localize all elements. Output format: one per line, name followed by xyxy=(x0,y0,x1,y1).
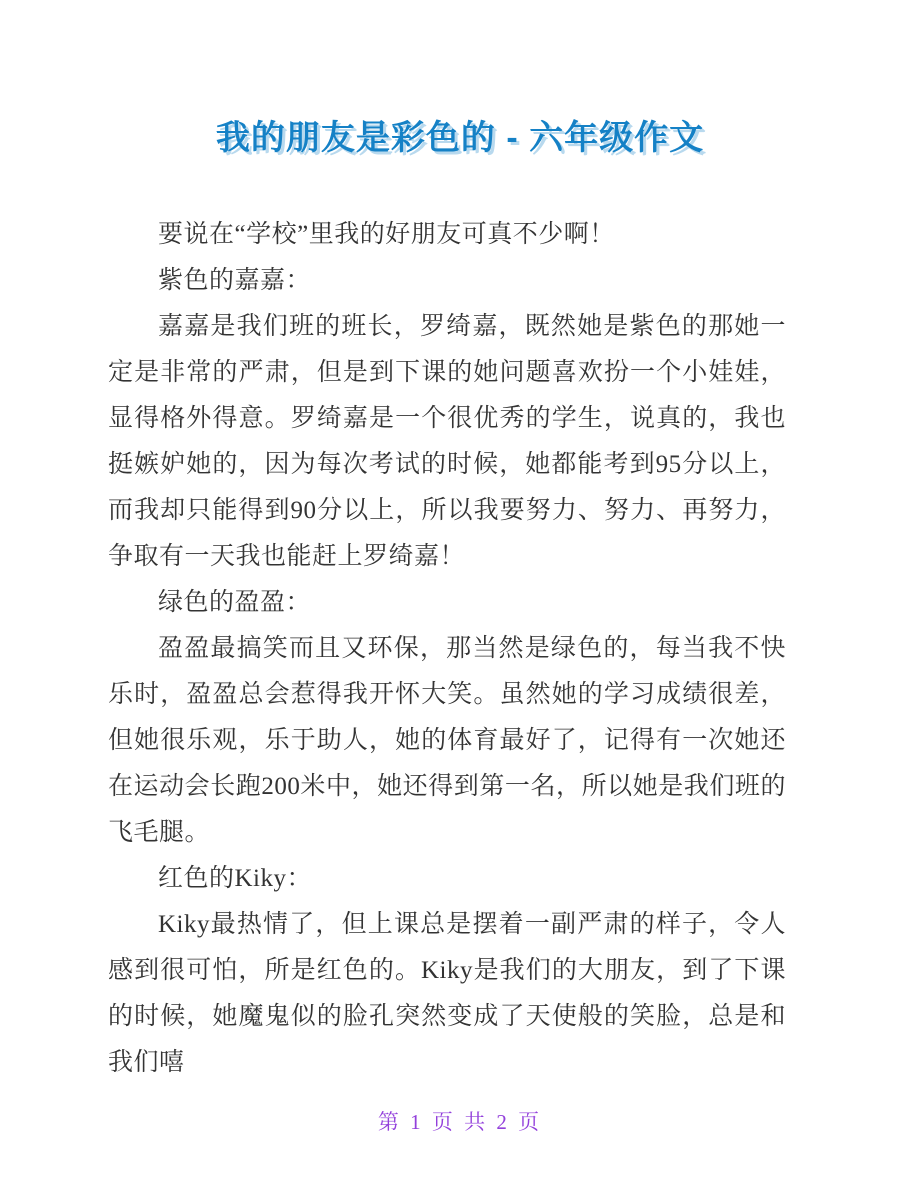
document-title: 我的朋友是彩色的 - 六年级作文 xyxy=(215,119,705,157)
document-body xyxy=(108,212,786,1086)
paragraph-label-red: 红色的Kiky： xyxy=(158,865,313,892)
paragraph-green-yingying: 盈盈最搞笑而且又环保，那当然是绿色的，每当我不快乐时，盈盈总会惹得我开怀大笑。虽然她的学习成绩很差，但她很乐观，乐于助人，她的体育最好了，记得有一次她还在运动会长跑200米中，她还得到第一名，所以她是我们班的飞毛腿。 xyxy=(108,635,786,846)
paragraph-label-purple: 紫色的嘉嘉： xyxy=(158,267,312,294)
page-number-text: 第 1 页 共 2 页 xyxy=(377,1110,543,1134)
paragraph-label-green: 绿色的盈盈： xyxy=(158,589,312,616)
paragraph-intro: 要说在“学校”里我的好朋友可真不少啊！ xyxy=(158,221,615,248)
page-footer xyxy=(0,1108,920,1136)
paragraph-red-kiky: Kiky最热情了，但上课总是摆着一副严肃的样子，令人感到很可怕，所是红色的。Kiky是我们的大朋友，到了下课的时候，她魔鬼似的脸孔突然变成了天使般的笑脸，总是和我们嘻 xyxy=(108,911,786,1076)
paragraph-purple-jiajia: 嘉嘉是我们班的班长，罗绮嘉，既然她是紫色的那她一定是非常的严肃，但是到下课的她问题喜欢扮一个小娃娃，显得格外得意。罗绮嘉是一个很优秀的学生，说真的，我也挺嫉妒她的，因为每次考试的时候，她都能考到95分以上，而我却只能得到90分以上，所以我要努力、努力、再努力，争取有一天我也能赶上罗绮嘉！ xyxy=(108,313,786,570)
